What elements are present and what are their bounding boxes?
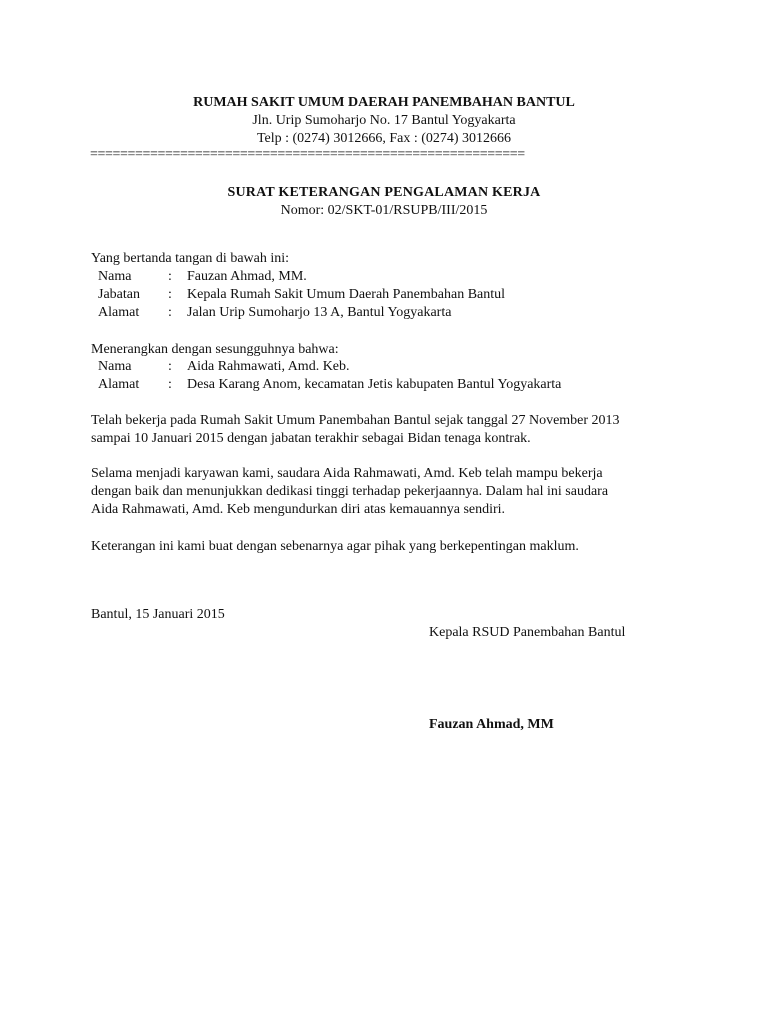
institution-address: Jln. Urip Sumoharjo No. 17 Bantul Yogyakarta — [252, 113, 516, 128]
subject-address-colon: : — [168, 377, 172, 392]
letter-number: Nomor: 02/SKT-01/RSUPB/III/2015 — [280, 203, 488, 218]
letter-title: SURAT KETERANGAN PENGALAMAN KERJA — [227, 185, 541, 200]
subject-intro: Menerangkan dengan sesungguhnya bahwa: — [91, 342, 339, 357]
signer-position-label: Jabatan — [98, 287, 140, 302]
signer-position-value: Kepala Rumah Sakit Umum Daerah Panembahan Bantul — [187, 287, 506, 302]
paragraph-statement-line: Keterangan ini kami buat dengan sebenarnya agar pihak yang berkepentingan maklum. — [91, 539, 579, 554]
paragraph-performance-line: Aida Rahmawati, Amd. Keb mengundurkan diri atas kemauannya sendiri. — [91, 502, 506, 517]
signer-title: Kepala RSUD Panembahan Bantul — [429, 625, 626, 640]
paragraph-performance-line: dengan baik dan menunjukkan dedikasi tinggi terhadap pekerjaannya. Dalam hal ini saudara — [91, 484, 609, 499]
paragraph-employment-line: Telah bekerja pada Rumah Sakit Umum Panembahan Bantul sejak tanggal 27 November 2013 — [91, 413, 620, 428]
subject-name-colon: : — [168, 359, 172, 374]
subject-address-value: Desa Karang Anom, kecamatan Jetis kabupaten Bantul Yogyakarta — [187, 377, 562, 392]
paragraph-employment-line: sampai 10 Januari 2015 dengan jabatan terakhir sebagai Bidan tenaga kontrak. — [91, 431, 531, 446]
institution-contact: Telp : (0274) 3012666, Fax : (0274) 3012666 — [256, 131, 512, 146]
signer-address-colon: : — [168, 305, 172, 320]
paragraph-performance-line: Selama menjadi karyawan kami, saudara Aida Rahmawati, Amd. Keb telah mampu bekerja — [91, 466, 603, 481]
signer-address-value: Jalan Urip Sumoharjo 13 A, Bantul Yogyakarta — [187, 305, 452, 320]
signer-name-label: Nama — [98, 269, 132, 284]
institution-name: RUMAH SAKIT UMUM DAERAH PANEMBAHAN BANTUL — [193, 95, 575, 110]
header-divider: ========================================================== — [90, 147, 525, 162]
signer-position-colon: : — [168, 287, 172, 302]
subject-name-label: Nama — [98, 359, 132, 374]
signer-address-label: Alamat — [98, 305, 140, 320]
signer-name-colon: : — [168, 269, 172, 284]
signer-name-value: Fauzan Ahmad, MM. — [187, 269, 307, 284]
subject-name-value: Aida Rahmawati, Amd. Keb. — [187, 359, 350, 374]
signer-name: Fauzan Ahmad, MM — [429, 717, 554, 732]
signer-intro: Yang bertanda tangan di bawah ini: — [91, 251, 290, 266]
place-date: Bantul, 15 Januari 2015 — [91, 607, 225, 622]
subject-address-label: Alamat — [98, 377, 140, 392]
